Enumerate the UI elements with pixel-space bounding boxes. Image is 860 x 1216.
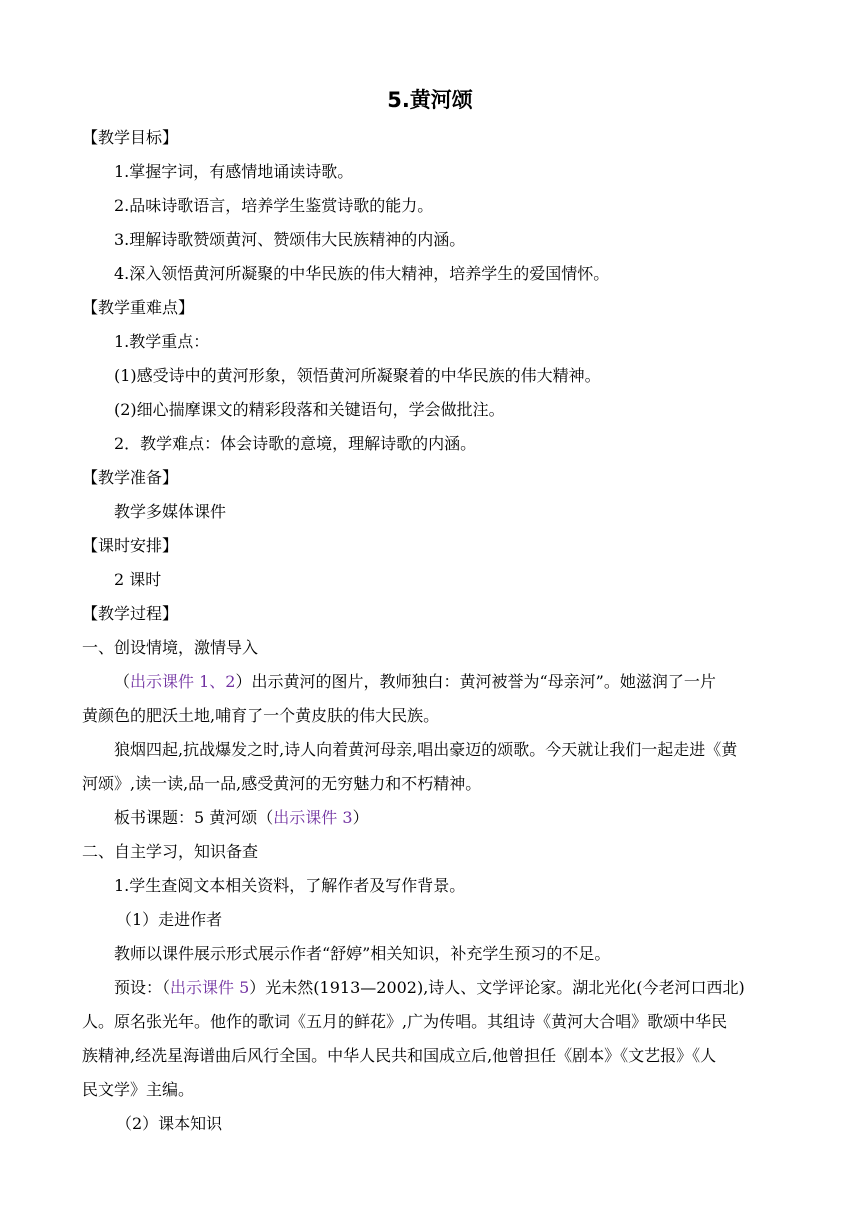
paragraph-text: ）出示黄河的图片，教师独白：黄河被誉为“母亲河”。她滋润了一片 — [235, 672, 716, 691]
board-prefix: 板书课题：5 黄河颂（ — [114, 808, 274, 827]
process-heading: 【教学过程】 — [82, 604, 179, 623]
goal-item: 2.品味诗歌语言，培养学生鉴赏诗歌的能力。 — [114, 196, 434, 215]
courseware-ref: 出示课件 3 — [273, 808, 353, 827]
sub-heading: （2）课本知识 — [116, 1114, 223, 1133]
key-item: (2)细心揣摩课文的精彩段落和关键语句，学会做批注。 — [114, 400, 505, 419]
paragraph-line: 民文学》主编。 — [82, 1080, 195, 1099]
goal-item: 4.深入领悟黄河所凝聚的中华民族的伟大精神，培养学生的爱国情怀。 — [114, 264, 610, 283]
goals-heading: 【教学目标】 — [82, 128, 179, 147]
paragraph-line: 河颂》,读一读,品一品,感受黄河的无穷魅力和不朽精神。 — [82, 774, 482, 793]
sub-heading: （1）走进作者 — [116, 910, 223, 929]
key-heading: 【教学重难点】 — [82, 298, 195, 317]
paragraph-line — [114, 672, 716, 692]
paragraph-line: 黄颜色的肥沃土地,哺育了一个黄皮肤的伟大民族。 — [82, 706, 440, 725]
paragraph-line — [114, 978, 745, 998]
paren-open: （ — [114, 672, 131, 691]
courseware-ref: 出示课件 5 — [170, 978, 250, 997]
prep-heading: 【教学准备】 — [82, 468, 179, 487]
paragraph-line: 人。原名张光年。他作的歌词《五月的鲜花》,广为传唱。其组诗《黄河大合唱》歌颂中华民 — [82, 1012, 728, 1031]
part1-heading: 一、创设情境，激情导入 — [82, 638, 259, 657]
step-text: 1.学生查阅文本相关资料，了解作者及写作背景。 — [114, 876, 466, 895]
goal-item: 1.掌握字词，有感情地诵读诗歌。 — [114, 162, 354, 181]
paragraph-line: 族精神,经冼星海谱曲后风行全国。中华人民共和国成立后,他曾担任《剧本》《文艺报》《人 — [82, 1046, 717, 1065]
prep-text: 教学多媒体课件 — [114, 502, 227, 521]
goal-item: 3.理解诗歌赞颂黄河、赞颂伟大民族精神的内涵。 — [114, 230, 466, 249]
key-point: 1.教学重点： — [114, 332, 210, 351]
paragraph-line: 狼烟四起,抗战爆发之时,诗人向着黄河母亲,唱出豪迈的颂歌。今天就让我们一起走进《黄 — [114, 740, 738, 759]
paragraph-line: 教师以课件展示形式展示作者“舒婷”相关知识，补充学生预习的不足。 — [114, 944, 611, 963]
courseware-ref: 出示课件 1、2 — [130, 672, 236, 691]
paragraph-text: ）光未然(1913—2002),诗人、文学评论家。湖北光化(今老河口西北) — [249, 978, 745, 997]
board-suffix: ） — [352, 808, 369, 827]
page-title: 5.黄河颂 — [387, 88, 473, 112]
board-title-line — [114, 808, 369, 828]
schedule-heading: 【课时安排】 — [82, 536, 179, 555]
schedule-text: 2 课时 — [114, 570, 162, 589]
preset-prefix: 预设：（ — [114, 978, 171, 997]
key-item: (1)感受诗中的黄河形象，领悟黄河所凝聚着的中华民族的伟大精神。 — [114, 366, 601, 385]
part2-heading: 二、自主学习，知识备查 — [82, 842, 259, 861]
difficulty-point: 2．教学难点：体会诗歌的意境，理解诗歌的内涵。 — [114, 434, 477, 453]
